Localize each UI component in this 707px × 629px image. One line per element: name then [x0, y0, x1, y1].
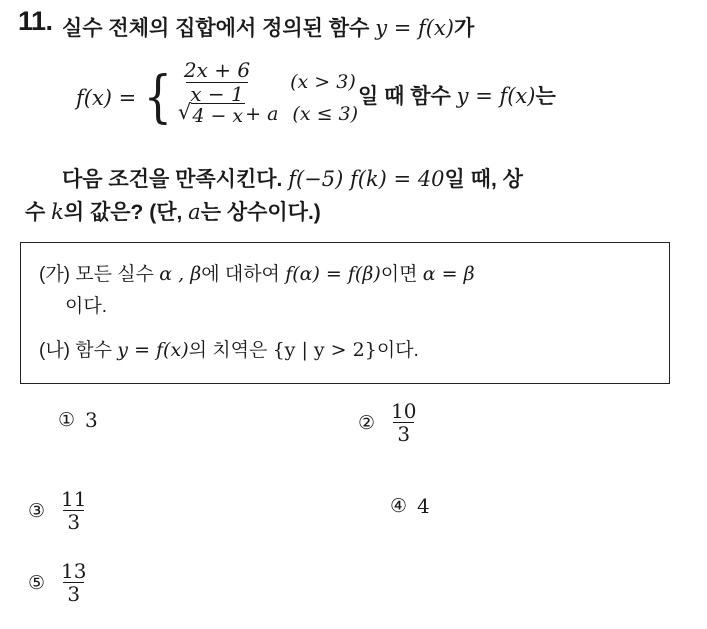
- stem-math-1: y = f(x): [375, 16, 454, 40]
- stem-math-3: k: [51, 200, 64, 224]
- case2-plus-a: + a: [245, 103, 279, 125]
- condition-a: [39, 259, 475, 286]
- condition-a-text-3: 이면: [380, 264, 423, 285]
- condition-b-math-2: {y | y > 2}: [272, 339, 377, 361]
- stem-text-1a: 실수 전체의 집합에서 정의된 함수: [62, 17, 376, 40]
- left-brace: {: [143, 64, 173, 130]
- tail-text-1b: 는: [535, 85, 556, 108]
- condition-a-label: (가): [39, 264, 71, 285]
- stem-text-3b: 의 값은? (단,: [63, 201, 189, 224]
- choice-value-5: [57, 560, 90, 606]
- condition-b-text-1: 함수: [70, 340, 118, 361]
- choice-2-numerator: 10: [391, 399, 417, 423]
- condition-b: [39, 335, 419, 362]
- choice-3-numerator: 11: [61, 487, 87, 511]
- question-stem-tail-1: [358, 80, 556, 110]
- tail-math-1: y = f(x): [456, 84, 536, 108]
- choice-marker-1: ①: [58, 409, 76, 431]
- condition-b-text-3: 이다.: [376, 340, 419, 361]
- condition-a-math-2: f(α) = f(β): [285, 263, 381, 285]
- choice-marker-3: ③: [28, 499, 46, 522]
- choice-value-2: [387, 400, 420, 446]
- stem-text-2b: 일 때, 상: [444, 168, 523, 191]
- case2-condition: (x ≤ 3): [292, 103, 359, 125]
- choice-option-5[interactable]: [28, 560, 93, 606]
- case-row-2: [178, 98, 358, 130]
- stem-text-1b: 가: [454, 17, 475, 40]
- radical-icon: √: [177, 99, 192, 124]
- stem-math-3b: a: [188, 200, 201, 224]
- condition-b-math-1: y = f(x): [117, 339, 189, 361]
- case1-condition: (x > 3): [290, 71, 356, 93]
- stem-math-2: f(−5) f(k) = 40: [288, 167, 445, 191]
- case-row-1: [178, 58, 358, 106]
- choice-option-4[interactable]: [390, 494, 430, 518]
- condition-a-continuation: 이다.: [65, 296, 107, 317]
- stem-text-2a: 다음 조건을 만족시킨다.: [62, 168, 289, 191]
- condition-a-text-2: 에 대하여: [201, 264, 286, 285]
- conditions-box: [20, 242, 670, 384]
- choice-marker-2: ②: [358, 411, 376, 434]
- case2-square-root: [177, 99, 245, 127]
- choice-option-2[interactable]: [358, 400, 423, 446]
- choice-5-numerator: 13: [61, 559, 87, 583]
- case1-denominator: x − 1: [186, 82, 247, 105]
- choice-marker-5: ⑤: [28, 571, 46, 594]
- stem-text-3a: 수: [25, 201, 52, 224]
- condition-a-math-1: α , β: [159, 263, 202, 285]
- case1-numerator: 2x + 6: [183, 58, 251, 83]
- choice-value-4: 4: [417, 494, 430, 518]
- condition-b-label: (나): [39, 340, 71, 361]
- choice-3-denominator: 3: [63, 510, 84, 533]
- case2-radicand: 4 − x: [192, 104, 244, 127]
- question-stem-line-1: [62, 12, 474, 42]
- cases-list: [177, 58, 359, 130]
- function-definition: [76, 58, 359, 130]
- condition-b-text-2: 의 치역은: [188, 340, 273, 361]
- choice-option-3[interactable]: [28, 488, 93, 534]
- question-stem-line-3: [25, 196, 321, 226]
- choice-option-1[interactable]: [58, 408, 98, 432]
- question-stem-line-2: [62, 163, 523, 193]
- question-number: 11.: [18, 6, 53, 36]
- tail-text-1a: 일 때 함수: [358, 85, 457, 108]
- choice-5-denominator: 3: [63, 582, 84, 605]
- choice-2-denominator: 3: [393, 422, 414, 445]
- choice-value-1: 3: [85, 408, 98, 432]
- function-lhs: f(x) =: [76, 86, 137, 110]
- choice-marker-4: ④: [390, 495, 408, 517]
- condition-a-math-3: α = β: [422, 263, 475, 285]
- stem-text-3c: 는 상수이다.): [200, 201, 321, 224]
- condition-a-text-1: 모든 실수: [70, 264, 160, 285]
- choice-value-3: [57, 488, 90, 534]
